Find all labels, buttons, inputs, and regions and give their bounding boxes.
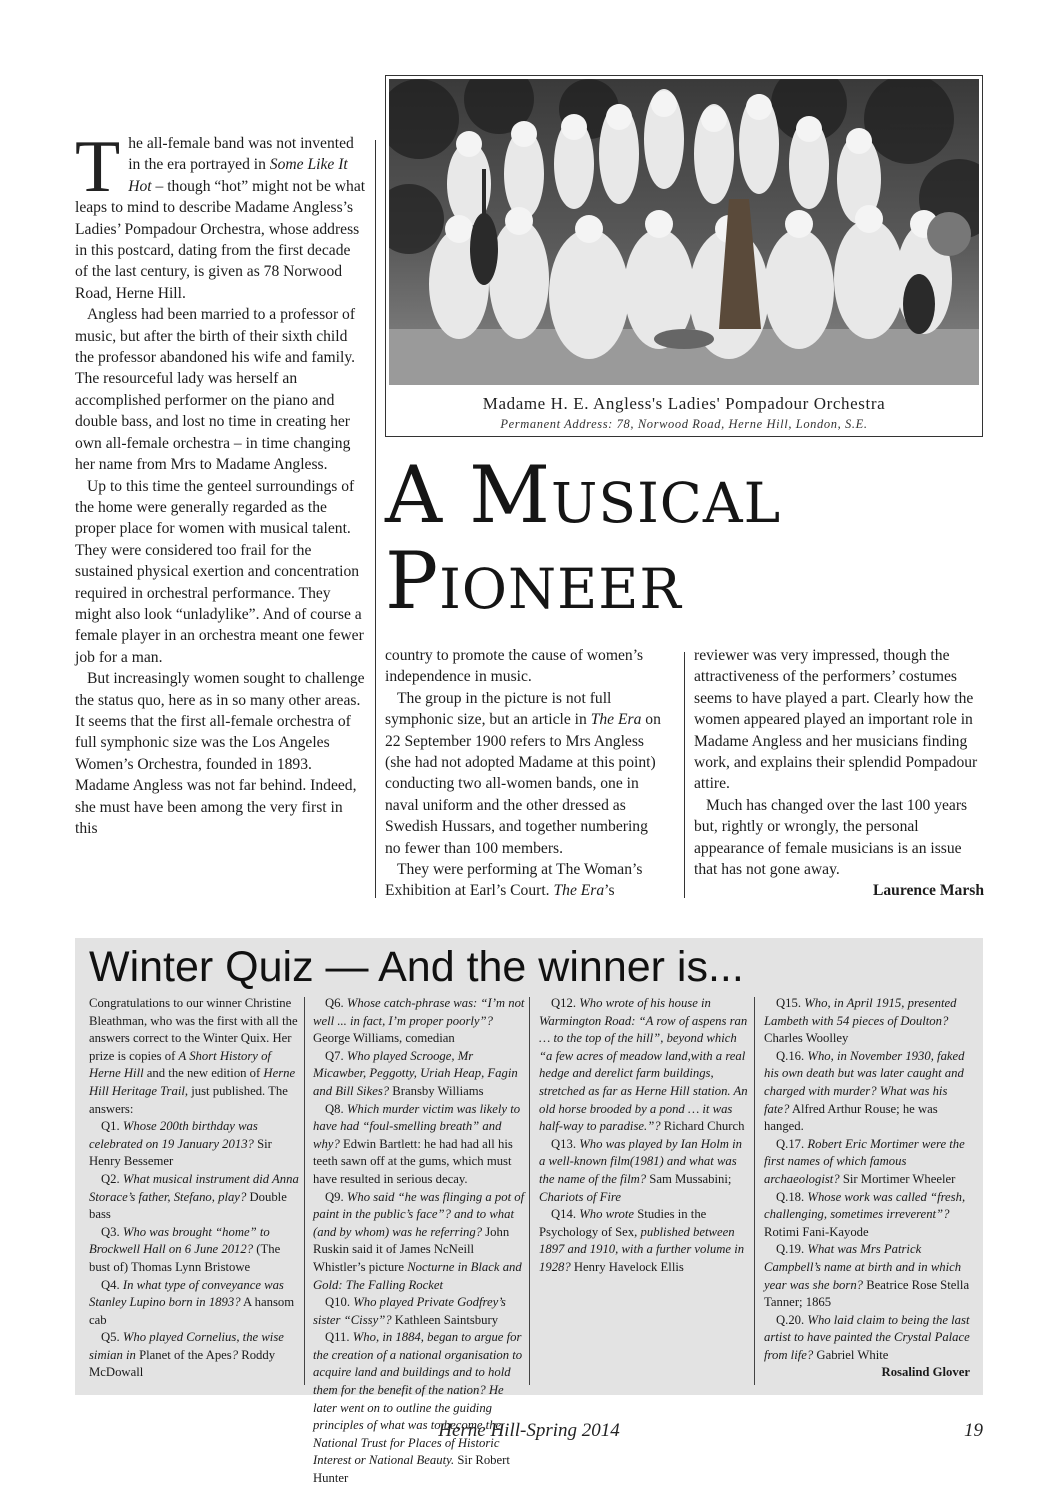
article-column-middle bbox=[385, 645, 665, 902]
quiz-answer: Q6. Whose catch-phrase was: “I’m not well ... in fact, I’m proper poorly”? George Williams, comedian bbox=[313, 996, 525, 1046]
article-column-right bbox=[694, 645, 984, 902]
quiz-answer: Q1. Whose 200th birthday was celebrated on 19 January 2013? Sir Henry Bessemer bbox=[89, 1119, 272, 1169]
quiz-answer: Q11. Who, in 1884, began to argue for the creation of a national organisation to acquire land and buildings and to hold them for the benefit of the nation? He later went on to outline the guiding principles of what was to become the National Trust for Places of Historic Interest or National Beauty. Sir Robert Hunter bbox=[313, 1330, 523, 1486]
quiz-answer: Q14. Who wrote Studies in the Psychology of Sex, published between 1897 and 1910, with a further volume in 1928? Henry Havelock Ellis bbox=[539, 1207, 745, 1274]
quiz-column-divider bbox=[529, 997, 530, 1385]
article-paragraph: Angless had been married to a professor of music, but after the birth of their sixth child the professor abandoned his wife and family. The resourceful lady was herself an accomplished performer on the piano and double bass, and lost no time in creating her own all-female orchestra – in time changing her name from Mrs to Madame Angless. bbox=[75, 306, 356, 474]
column-divider bbox=[375, 140, 376, 898]
quiz-answer: Q.17. Robert Eric Mortimer were the first names of which famous archaeologist? Sir Mortimer Wheeler bbox=[764, 1136, 965, 1186]
quiz-answer: Q12. Who wrote of his house in Warmington Road: “A row of aspens ran … to the top of the hill”, beyond which “a few acres of meadow land,with a real hedge and derelict farm buildings, stretched as far as Herne Hill station. An old horse brooded by a pond … it was half-way to paradise.”? Richard Church bbox=[539, 996, 748, 1134]
drop-cap: T bbox=[75, 126, 121, 208]
quiz-answer: Q.16. Who, in November 1930, faked his own death but was later caught and charged with murder? What was his fate? Alfred Arthur Rouse; he was hanged. bbox=[764, 1048, 965, 1134]
quiz-answer: Q15. Who, in April 1915, presented Lambeth with 54 pieces of Doulton? Charles Woolley bbox=[764, 996, 957, 1046]
orchestra-photo-image bbox=[389, 79, 979, 385]
article-paragraph: Much has changed over the last 100 years but, rightly or wrongly, the personal appearance of female musicians is an issue that has not gone away. bbox=[694, 796, 968, 879]
quiz-title: Winter Quiz — And the winner is... bbox=[89, 943, 744, 991]
quiz-column-divider bbox=[304, 997, 305, 1385]
quiz-column-divider bbox=[754, 997, 755, 1385]
page-number: 19 bbox=[964, 1420, 983, 1441]
article-paragraph: country to promote the cause of women’s independence in music. bbox=[385, 647, 644, 686]
quiz-answer: Q5. Who played Cornelius, the wise simian in Planet of the Apes? Roddy McDowall bbox=[89, 1330, 284, 1380]
orchestra-photograph bbox=[389, 79, 979, 385]
quiz-answer: Q3. Who was brought “home” to Brockwell Hall on 6 June 2012? (The bust of) Thomas Lynn Bristowe bbox=[89, 1224, 281, 1274]
headline-line: A Musical bbox=[385, 449, 782, 541]
quiz-author: Rosalind Glover bbox=[881, 1365, 970, 1380]
orchestra-photo bbox=[385, 75, 983, 437]
quiz-answer: Q8. Which murder victim was likely to have had “foul-smelling breath” and why? Edwin Bartlett: he had had all his teeth sawn off at the gums, which must have resulted in serious decay. bbox=[313, 1101, 521, 1186]
article-paragraph: reviewer was very impressed, though the attractiveness of the performers’ costumes seems to have played a part. Clearly how the women appeared played an important role in Madame Angless and her musicians finding work, and explains their splendid Pompadour attire. bbox=[694, 647, 978, 793]
quiz-answer: Q.18. Whose work was called “fresh, challenging, sometimes irreverent”? Rotimi Fani-Kayode bbox=[764, 1189, 966, 1239]
article-headline bbox=[385, 449, 985, 627]
quiz-answer: Q4. In what type of conveyance was Stanley Lupino born in 1893? A hansom cab bbox=[89, 1277, 295, 1327]
quiz-answer: Q.19. What was Mrs Patrick Campbell’s name at birth and in which year was she born? Beatrice Rose Stella Tanner; 1865 bbox=[764, 1242, 970, 1310]
article-paragraph: The group in the picture is not full symphonic size, but an article in The Era on 22 September 1900 refers to Mrs Angless (she had not adopted Madame at this point) conducting two all-women bands, one in naval uniform and the other dressed as Swedish Hussars, and together numbering no fewer than 100 members. bbox=[385, 689, 661, 857]
quiz-column bbox=[89, 995, 299, 1382]
article-author: Laurence Marsh bbox=[872, 882, 984, 900]
quiz-answer: Q13. Who was played by Ian Holm in a well-known film(1981) and what was the name of the film? Sam Mussabini; Chariots of Fire bbox=[539, 1136, 743, 1204]
quiz-answer: Q9. Who said “he was flinging a pot of paint in the public’s face”? and to what (and by whom) was he referring? John Ruskin said it of James NcNeill Whistler’s picture Nocturne in Black and Gold: The Falling Rocket bbox=[313, 1189, 525, 1292]
quiz-answer: Q2. What musical instrument did Anna Storace’s father, Stefano, play? Double bass bbox=[89, 1171, 299, 1222]
photo-caption-title: Madame H. E. Angless's Ladies' Pompadour Orchestra bbox=[482, 394, 886, 413]
footer-publication: Herne Hill-Spring 2014 bbox=[438, 1420, 620, 1441]
quiz-intro: Congratulations to our winner Christine Bleathman, who was the first with all the answers correct to the Winter Quix. Her prize is copies of A Short History of Herne Hill and the new edition of Herne Hill Heritage Trail, just published. The answers: bbox=[89, 996, 298, 1116]
column-divider bbox=[684, 652, 685, 898]
quiz-column bbox=[764, 995, 970, 1382]
quiz-answer: Q7. Who played Scrooge, Mr Micawber, Peggotty, Uriah Heap, Fagin and Bill Sikes? Bransby Williams bbox=[313, 1048, 518, 1098]
quiz-answer: Q.20. Who laid claim to being the last artist to have painted the Crystal Palace from life? Gabriel White bbox=[764, 1312, 970, 1362]
photo-caption-address: Permanent Address: 78, Norwood Road, Herne Hill, London, S.E. bbox=[500, 417, 868, 431]
quiz-answer: Q10. Who played Private Godfrey’s sister “Cissy”? Kathleen Saintsbury bbox=[313, 1295, 506, 1327]
article-column-left bbox=[75, 126, 367, 839]
headline-line: Pioneer bbox=[385, 535, 682, 627]
quiz-column bbox=[539, 995, 751, 1277]
article-paragraph: The all-female band was not invented in the era portrayed in Some Like It Hot – though “hot” might not be what leaps to mind to describe Madame Angless’s Ladies’ Pompadour Orchestra, whose address in this postcard, dating from the first decade of the last century, is given as 78 Norwood Road, Herne Hill. bbox=[75, 126, 366, 302]
article-paragraph: They were performing at The Woman’s Exhibition at Earl’s Court. The Era’s bbox=[385, 861, 643, 900]
article-paragraph: But increasingly women sought to challenge the status quo, here as in so many other areas. It seems that the first all-female orchestra of full symphonic size was the Los Angeles Women’s Orchestra, founded in 1893. Madame Angless was not far behind. Indeed, she must have been among the very first in this bbox=[75, 670, 365, 837]
article-paragraph: Up to this time the genteel surroundings of the home were generally regarded as the proper place for women with musical talent. They were considered too frail for the sustained physical exertion and concentration required in orchestral performance. They might also look “unladylike”. And of course a female player in an orchestra meant one fewer job for a man. bbox=[75, 477, 364, 666]
quiz-column bbox=[313, 995, 525, 1488]
